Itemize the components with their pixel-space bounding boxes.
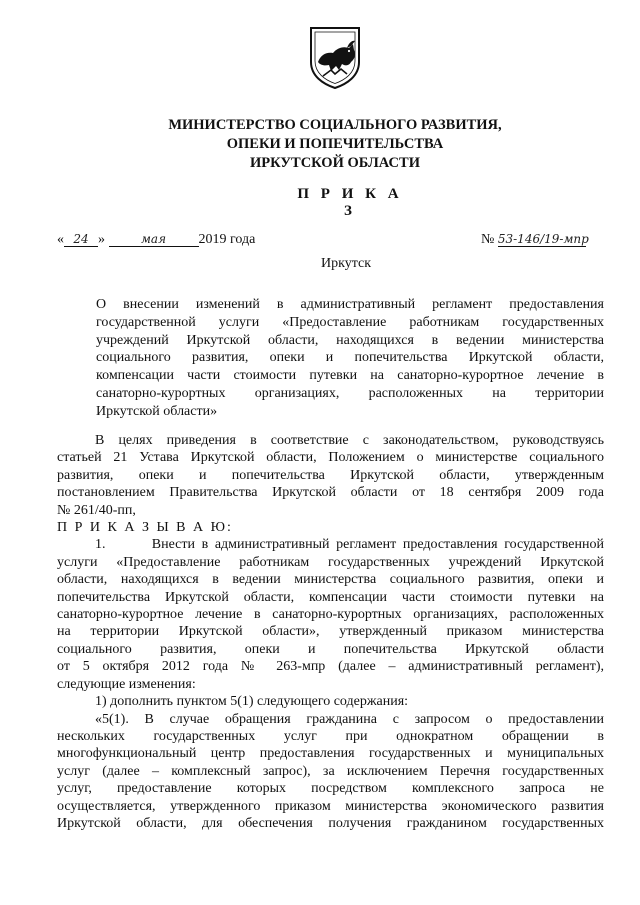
item-line: 1. Внести в административный регламент предоставления государственной [95,537,604,553]
subject-line: О внесении изменений в административный регламент предоставления [96,297,604,312]
preamble-line: статьей 21 Устава Иркутской области, Положением о министерстве социального [57,450,604,466]
date-open-quote: « [57,232,64,247]
quote-line: Иркутской области, для обеспечения получения гражданином государственных [57,815,604,831]
item-line: социального развития, опеки и попечительства Иркутской области [57,641,604,657]
item-line: попечительства Иркутской области, компенсации части стоимости путевки на [57,589,604,605]
date-close-quote: » [98,232,105,247]
quote-line: услуг, предоставление которых посредством комплексного запроса не [57,781,604,797]
item-line: следующие изменения: [57,676,196,692]
item-line: от 5 октября 2012 года № 263-мпр (далее – административный регламент), [57,659,604,675]
ministry-line: ИРКУТСКОЙ ОБЛАСТИ [250,155,420,171]
order-word: П Р И К А З Ы В А Ю: [57,520,233,536]
item-line: области, находящихся в ведении министерства социального развития, опеки и [57,572,604,588]
quote-line: многофункциональный центр предоставления государственных и муниципальных [57,746,604,762]
order-number [481,232,589,248]
date-year: 2019 года [198,232,256,247]
ministry-line: МИНИСТЕРСТВО СОЦИАЛЬНОГО РАЗВИТИЯ, [168,117,502,133]
preamble-line: В целях приведения в соответствие с законодательством, руководствуясь [95,433,604,448]
subject-line: компенсации части стоимости путевки на санаторно-курортное лечение в [96,368,604,384]
quote-line: осуществляется, утвержденного приказом министерства экономического развития [57,798,604,814]
quote-line: нескольких государственных услуг при однократном обращении в [57,728,604,744]
ministry-line: ОПЕКИ И ПОПЕЧИТЕЛЬСТВА [226,136,444,152]
city-name: Иркутск [321,256,372,271]
item-line: на территории Иркутской области», утвержденный приказом министерства [57,624,604,640]
item-line: услуги «Предоставление работникам государственных учреждений Иркутской [57,554,604,570]
quote-line: «5(1). В случае обращения гражданина с запросом о предоставлении [95,711,604,727]
order-subject [96,296,604,421]
preamble-line: № 261/40-пп, [57,502,136,518]
preamble-line: постановлением Правительства Иркутской области от 18 сентября 2009 года [57,485,604,501]
number-handwritten: 53-146/19-мпр [497,232,589,246]
subject-line: санаторно-курортных организациях, расположенных на территории [96,385,604,401]
coat-of-arms-icon [309,26,361,90]
date-month-handwritten: мая [109,233,199,247]
date-day-handwritten: 24 [64,233,98,247]
preamble-line: развития, опеки и попечительства Иркутской области, утвержденным [57,467,604,483]
quote-line: услуг (далее – комплексный запрос), за исключением Перечня государственных [57,763,604,779]
subject-line: Иркутской области» [96,403,218,419]
order-body [57,432,604,832]
ministry-name [120,116,550,173]
subject-line: социального развития, опеки и попечительства Иркутской области, [96,350,604,366]
document-type-title: П Р И К А З [297,186,403,219]
number-sign: № [481,232,495,247]
subitem-line: 1) дополнить пунктом 5(1) следующего содержания: [95,694,409,710]
subject-line: государственной услуги «Предоставление работникам государственных [96,314,604,330]
order-date [57,232,255,248]
item-line: санаторно-курортное лечение в санаторно-курортных организациях, расположенных [57,607,604,623]
subject-line: учреждений Иркутской области, находящихся в ведении министерства [96,332,604,348]
